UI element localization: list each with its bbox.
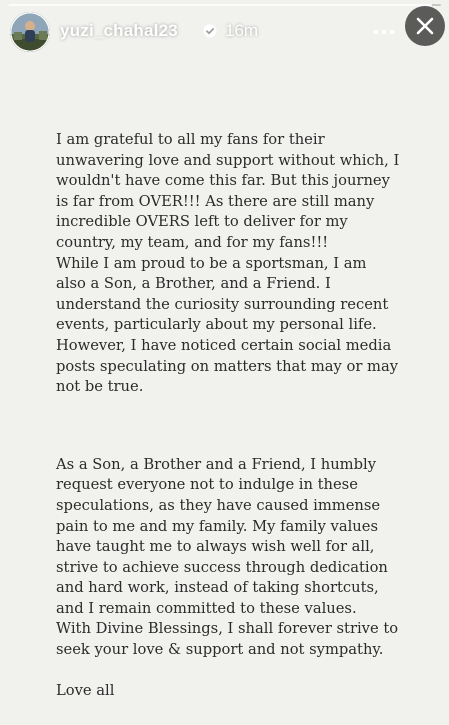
statement-paragraph: While I am proud to be a sportsman, I am also a Son, a Brother, and a Friend. I understand the curiosity surrounding recent events, particularly about my personal life. However, I have noticed certain social media posts speculating on matters that may or may not be true.: [56, 254, 399, 396]
statement-paragraph: I am grateful to all my fans for their unwavering love and support without which, I wouldn't have come this far. But this journey is far from OVER!!! As there are still many incredible OVERS left to deliver for my country, my team, and for my fans!!!: [56, 131, 400, 251]
verified-badge-icon: [203, 24, 217, 38]
statement-text: [56, 130, 406, 701]
statement-signoff: Love all: [56, 681, 115, 699]
close-story-button[interactable]: [405, 6, 445, 46]
profile-photo-icon: [10, 12, 50, 52]
story-header: [0, 12, 449, 56]
story-username[interactable]: yuzi_chahal23: [60, 21, 178, 40]
close-icon: [405, 6, 445, 46]
avatar[interactable]: [10, 12, 50, 52]
more-options-icon: [372, 22, 396, 42]
statement-paragraph: As a Son, a Brother and a Friend, I humbly request everyone not to indulge in these speculations, as they have caused immense pain to me and my family. My family values have taught me to always wish well for all, strive to achieve success through dedication and hard work, instead of taking shortcuts, and I remain committed to these values. With Divine Blessings, I shall forever strive to seek your love & support and not sympathy.: [56, 455, 399, 659]
story-progress-bar: [8, 4, 441, 6]
story-progress-fill: [8, 4, 432, 6]
story-timestamp: 16m: [225, 21, 259, 40]
more-options-button[interactable]: [372, 22, 396, 42]
